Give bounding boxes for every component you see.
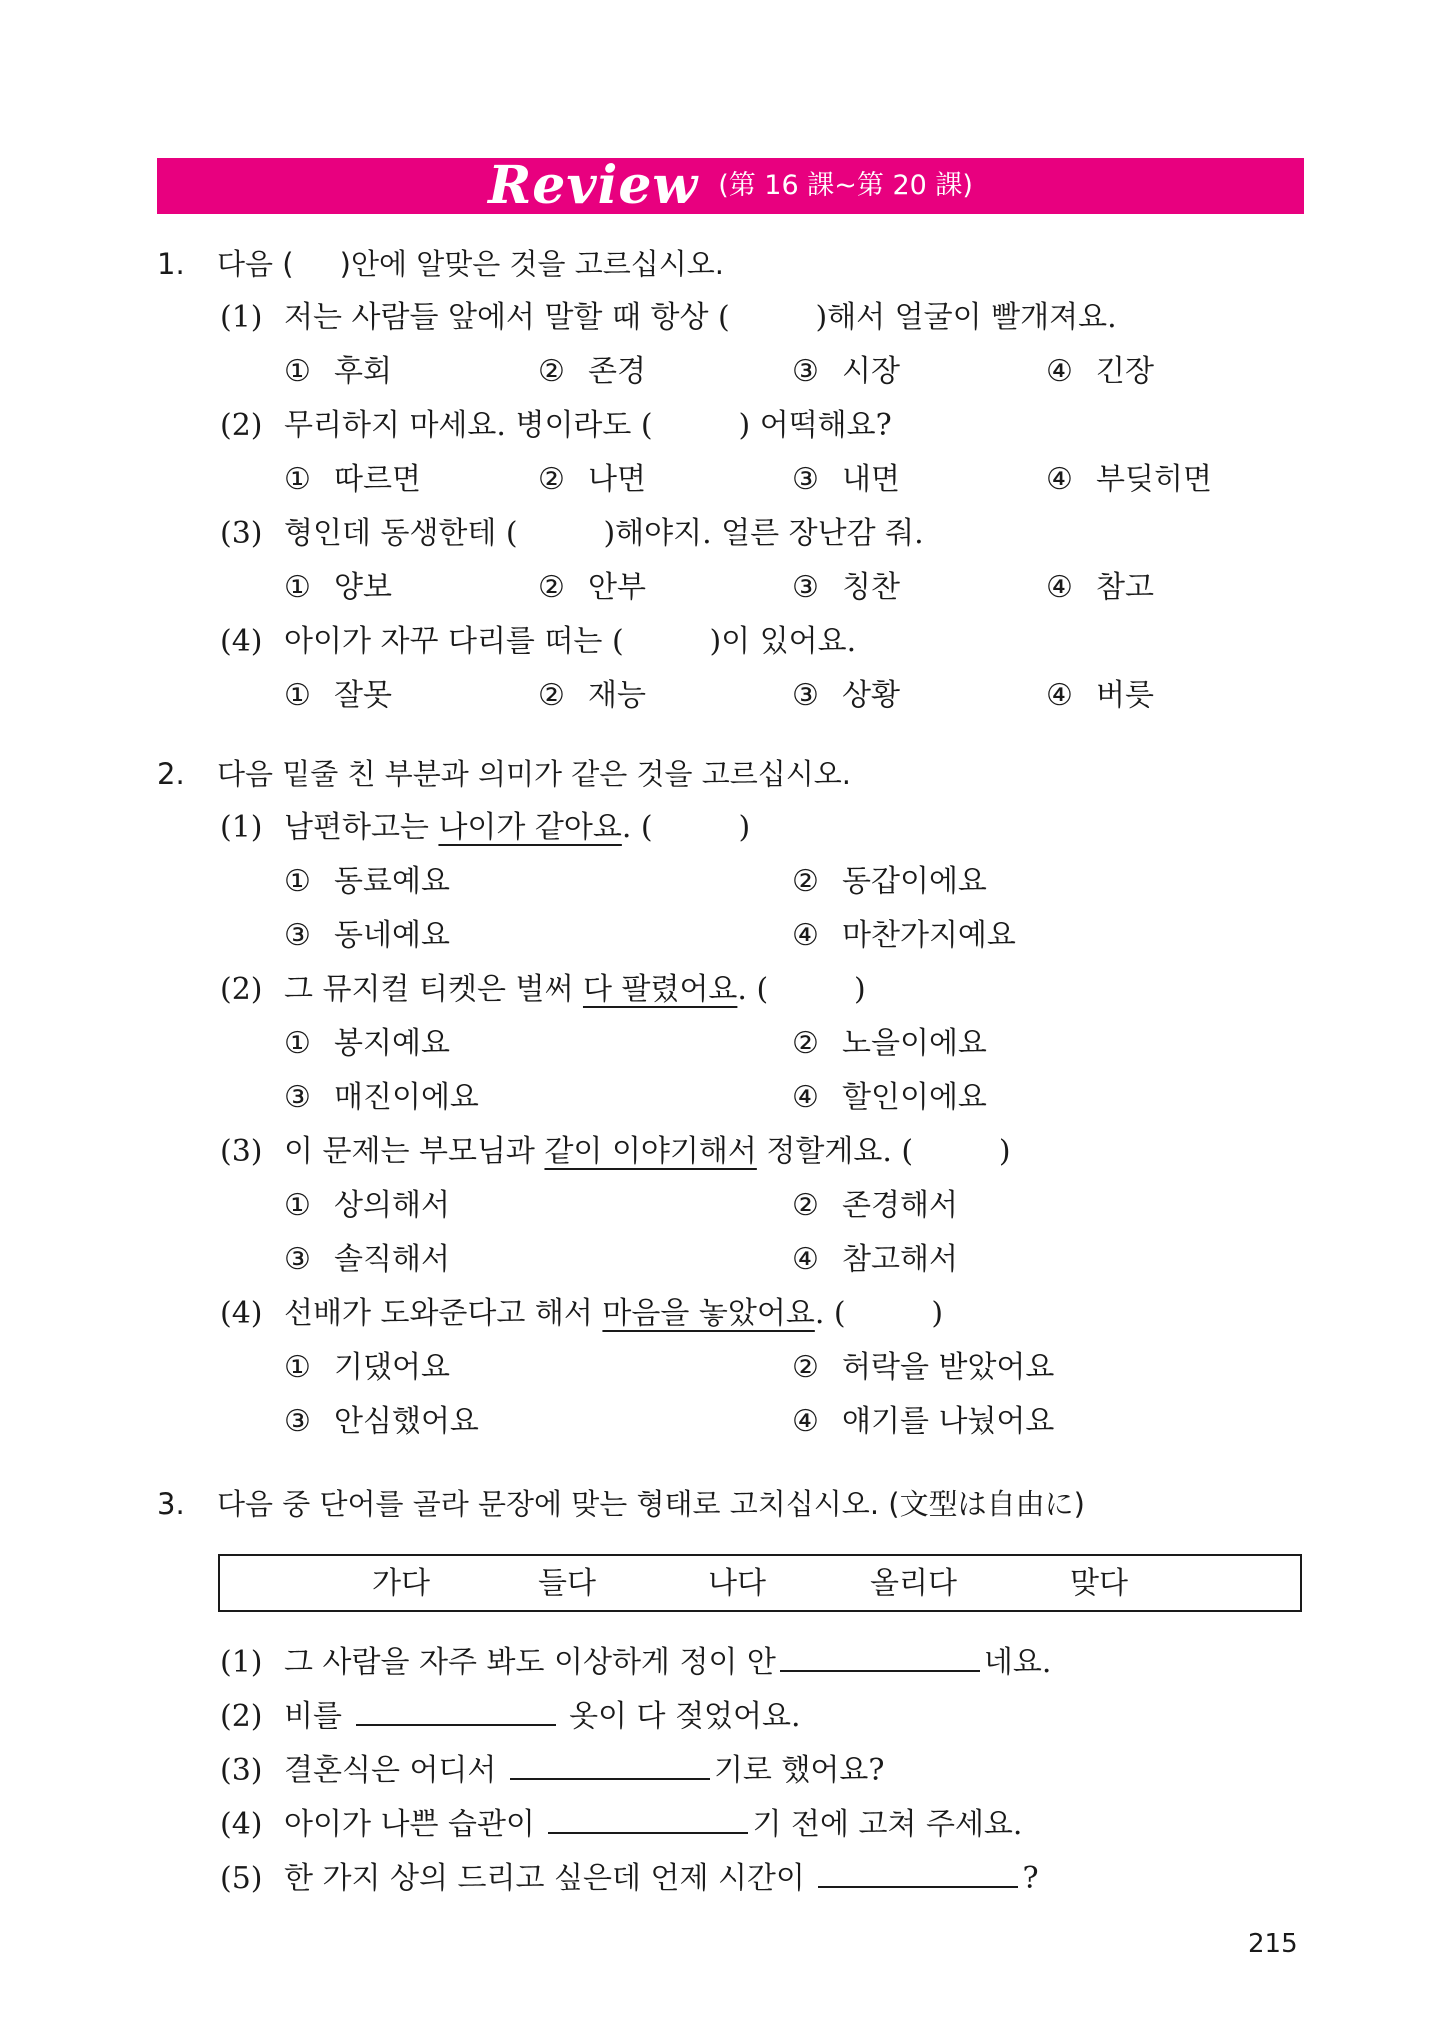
s2-q2-option-3: ③ 매진이에요	[284, 1080, 479, 1115]
section-3-title: 3. 다음 중 단어를 골라 문장에 맞는 형태로 고치십시오. (文型は自由に)	[157, 1487, 1085, 1521]
s2-question-2: (2) 그 뮤지컬 티켓은 벌써 다 팔렸어요. ( )	[220, 972, 866, 1007]
word-bank-item: 나다	[708, 1566, 766, 1601]
s1-q4-option-4: ④ 버릇	[1046, 678, 1154, 713]
s3-question-4: (4) 아이가 나쁜 습관이 기 전에 고쳐 주세요.	[220, 1802, 1022, 1845]
s3-question-2: (2) 비를 옷이 다 젖었어요.	[220, 1694, 801, 1737]
s1-q2-option-1: ① 따르면	[284, 462, 421, 497]
s2-q1-option-3: ③ 동네예요	[284, 918, 450, 953]
page-number: 215	[1248, 1929, 1298, 1959]
s1-q3-option-2: ② 안부	[538, 570, 646, 605]
s1-q1-option-2: ② 존경	[538, 354, 646, 389]
s2-q2-option-1: ① 봉지예요	[284, 1026, 450, 1061]
s1-q3-option-4: ④ 참고	[1046, 570, 1154, 605]
s2-q4-option-3: ③ 안심했어요	[284, 1404, 479, 1439]
underlined-phrase: 같이 이야기해서	[544, 1134, 757, 1169]
review-title: Review	[488, 155, 699, 216]
s2-question-3: (3) 이 문제는 부모님과 같이 이야기해서 정할게요. ( )	[220, 1134, 1011, 1169]
answer-blank[interactable]	[818, 1856, 1018, 1888]
s3-question-1: (1) 그 사람을 자주 봐도 이상하게 정이 안 네요.	[220, 1640, 1051, 1683]
underlined-phrase: 다 팔렸어요	[582, 972, 738, 1007]
s2-question-4: (4) 선배가 도와준다고 해서 마음을 놓았어요. ( )	[220, 1296, 944, 1331]
section-2-title: 2. 다음 밑줄 친 부분과 의미가 같은 것을 고르십시오.	[157, 757, 852, 791]
s2-q1-option-4: ④ 마찬가지예요	[792, 918, 1016, 953]
s1-question-4: (4) 아이가 자꾸 다리를 떠는 ( )이 있어요.	[220, 624, 857, 659]
review-banner	[157, 155, 1304, 216]
answer-blank[interactable]	[510, 1748, 710, 1780]
underlined-phrase: 나이가 같아요	[438, 810, 622, 845]
answer-blank[interactable]	[356, 1694, 556, 1726]
word-bank-item: 들다	[538, 1566, 596, 1601]
s1-q4-option-3: ③ 상황	[792, 678, 900, 713]
s1-q1-option-3: ③ 시장	[792, 354, 900, 389]
s1-q2-option-3: ③ 내면	[792, 462, 900, 497]
s2-q4-option-4: ④ 얘기를 나눴어요	[792, 1404, 1055, 1439]
underlined-phrase: 마음을 놓았어요	[602, 1296, 815, 1331]
s1-q3-option-1: ① 양보	[284, 570, 392, 605]
s1-question-3: (3) 형인데 동생한테 ( )해야지. 얼른 장난감 줘.	[220, 516, 924, 551]
s2-q3-option-4: ④ 참고해서	[792, 1242, 958, 1277]
s1-q2-option-4: ④ 부딪히면	[1046, 462, 1212, 497]
s1-q4-option-2: ② 재능	[538, 678, 646, 713]
s2-question-1: (1) 남편하고는 나이가 같아요. ( )	[220, 810, 751, 845]
lesson-range: (第 16 課~第 20 課)	[718, 170, 973, 201]
section-1-title: 1. 다음 ( )안에 알맞은 것을 고르십시오.	[157, 247, 725, 281]
s3-question-5: (5) 한 가지 상의 드리고 싶은데 언제 시간이 ?	[220, 1856, 1039, 1899]
word-bank-item: 가다	[372, 1566, 430, 1601]
s1-q2-option-2: ② 나면	[538, 462, 646, 497]
word-bank-box	[218, 1554, 1302, 1612]
word-bank-item: 맞다	[1070, 1566, 1128, 1601]
answer-blank[interactable]	[548, 1802, 748, 1834]
s2-q3-option-3: ③ 솔직해서	[284, 1242, 450, 1277]
s2-q3-option-2: ② 존경해서	[792, 1188, 958, 1223]
s1-q1-option-4: ④ 긴장	[1046, 354, 1154, 389]
s1-q1-option-1: ① 후회	[284, 354, 392, 389]
word-bank-item: 올리다	[870, 1566, 957, 1601]
s2-q1-option-2: ② 동갑이에요	[792, 864, 987, 899]
s2-q4-option-1: ① 기댔어요	[284, 1350, 450, 1385]
s3-question-3: (3) 결혼식은 어디서 기로 했어요?	[220, 1748, 884, 1791]
s2-q1-option-1: ① 동료예요	[284, 864, 450, 899]
s2-q3-option-1: ① 상의해서	[284, 1188, 450, 1223]
s1-q4-option-1: ① 잘못	[284, 678, 392, 713]
s2-q4-option-2: ② 허락을 받았어요	[792, 1350, 1055, 1385]
s1-question-1: (1) 저는 사람들 앞에서 말할 때 항상 ( )해서 얼굴이 빨개져요.	[220, 300, 1117, 335]
s1-q3-option-3: ③ 칭찬	[792, 570, 900, 605]
answer-blank[interactable]	[780, 1640, 980, 1672]
s2-q2-option-4: ④ 할인이에요	[792, 1080, 987, 1115]
s2-q2-option-2: ② 노을이에요	[792, 1026, 987, 1061]
s1-question-2: (2) 무리하지 마세요. 병이라도 ( ) 어떡해요?	[220, 408, 892, 443]
